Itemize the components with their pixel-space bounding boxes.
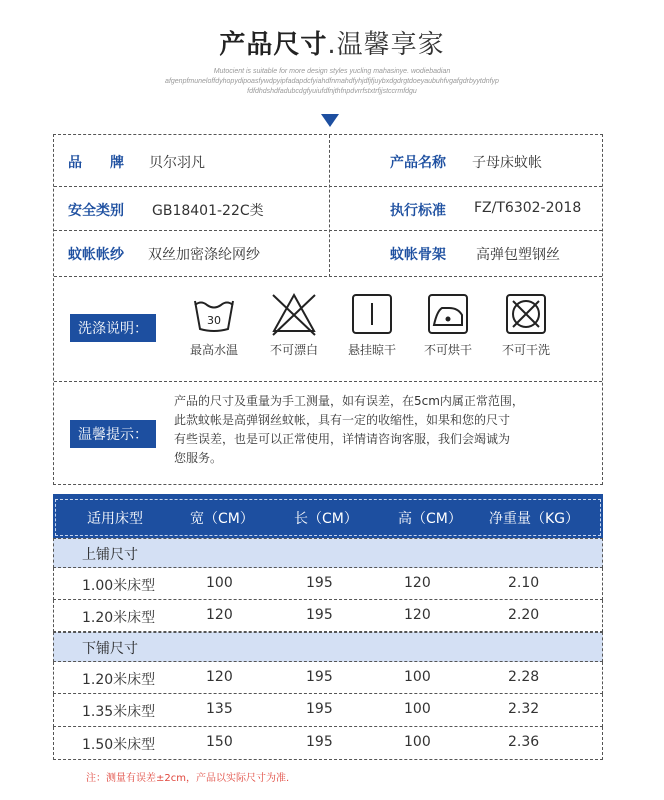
brand-value: 贝尔羽凡 xyxy=(149,155,205,171)
brand-label: 品 牌 xyxy=(68,155,124,171)
care-caption: 不可漂白 xyxy=(269,343,318,357)
wash-temp-number: 30 xyxy=(207,314,221,327)
safety-label: 安全类别 xyxy=(68,203,124,219)
header-weight: 净重量（KG） xyxy=(489,511,580,527)
cell-height: 100 xyxy=(404,701,431,717)
tip-line: 您服务。 xyxy=(174,451,223,465)
cell-width: 135 xyxy=(206,701,233,717)
title-main: 产品尺寸 xyxy=(219,30,328,60)
wash-label: 洗涤说明： xyxy=(70,314,156,342)
standard-label: 执行标准 xyxy=(390,203,446,219)
net-label: 蚊帐帐纱 xyxy=(68,247,124,263)
table-row xyxy=(53,600,603,632)
cell-length: 195 xyxy=(306,575,333,591)
down-triangle-icon xyxy=(321,114,339,127)
cell-weight: 2.10 xyxy=(508,575,540,591)
tips-text xyxy=(174,392,569,468)
cell-bed-type: 1.20米床型 xyxy=(82,610,156,626)
table-row xyxy=(53,727,603,760)
cell-weight: 2.28 xyxy=(508,669,540,685)
no-dry-clean-icon xyxy=(503,291,549,337)
header-height: 高（CM） xyxy=(398,511,462,527)
product-name-value: 子母床蚊帐 xyxy=(472,155,542,171)
section-lower-bunk xyxy=(53,632,603,662)
cell-weight: 2.32 xyxy=(508,701,540,717)
cell-bed-type: 1.50米床型 xyxy=(82,737,156,753)
subtitle-line: Mutocient is suitable for more design styles yucling mahasinye. wodiebadian xyxy=(213,68,451,75)
info-row-brand xyxy=(54,135,602,187)
wash-instructions-row xyxy=(54,277,602,382)
cell-height: 120 xyxy=(404,575,431,591)
page-header xyxy=(0,24,664,97)
care-item-dryclean xyxy=(486,291,566,358)
cell-length: 195 xyxy=(306,701,333,717)
tips-label: 温馨提示： xyxy=(70,420,156,448)
cell-width: 150 xyxy=(206,734,233,750)
cell-width: 100 xyxy=(206,575,233,591)
care-caption: 不可干洗 xyxy=(501,343,550,357)
tips-row xyxy=(54,382,602,486)
safety-value: GB18401-22C类 xyxy=(152,203,264,219)
title-sub: .温馨享家 xyxy=(327,30,445,60)
frame-value: 高弹包塑钢丝 xyxy=(476,247,560,263)
tip-line: 有些误差，也是可以正常使用，详情请咨询客服，我们会竭诚为 xyxy=(174,432,511,446)
info-row-material xyxy=(54,231,602,277)
decorative-subtitle xyxy=(0,67,664,97)
info-row-safety xyxy=(54,187,602,231)
table-header xyxy=(53,494,603,538)
no-bleach-icon xyxy=(271,291,317,337)
no-tumble-dry-icon xyxy=(425,291,471,337)
table-row xyxy=(53,694,603,727)
page-title xyxy=(0,24,664,61)
cell-length: 195 xyxy=(306,734,333,750)
cell-weight: 2.20 xyxy=(508,607,540,623)
care-item-hang xyxy=(332,291,412,358)
standard-value: FZ/T6302-2018 xyxy=(474,200,582,216)
cell-length: 195 xyxy=(306,607,333,623)
tip-line: 此款蚊帐是高弹钢丝蚊帐，具有一定的收缩性，如果和您的尺寸 xyxy=(174,413,511,427)
subtitle-line: fdfdhdshdfadubcdgfyuiufdfnjthfnpdvrrfstxtrfjjstccrmfdgu xyxy=(247,88,417,95)
care-icons xyxy=(174,291,584,371)
cell-bed-type: 1.00米床型 xyxy=(82,578,156,594)
wash-30-icon xyxy=(191,291,237,337)
cell-height: 100 xyxy=(404,669,431,685)
care-item-wash xyxy=(174,291,254,358)
care-item-iron xyxy=(408,291,488,358)
cell-bed-type: 1.20米床型 xyxy=(82,672,156,688)
care-item-bleach xyxy=(254,291,334,358)
table-row xyxy=(53,662,603,694)
section-upper-bunk xyxy=(53,538,603,568)
cell-width: 120 xyxy=(206,607,233,623)
frame-label: 蚊帐骨架 xyxy=(390,247,446,263)
header-width: 宽（CM） xyxy=(190,511,254,527)
product-name-label: 产品名称 xyxy=(390,155,446,171)
measurement-note: 注：测量有误差±2cm，产品以实际尺寸为准. xyxy=(86,773,290,784)
section-title: 下铺尺寸 xyxy=(82,641,138,657)
care-caption: 悬挂晾干 xyxy=(347,343,396,357)
cell-width: 120 xyxy=(206,669,233,685)
header-bed-type: 适用床型 xyxy=(87,511,143,527)
product-info-box xyxy=(53,134,603,485)
net-value: 双丝加密涤纶网纱 xyxy=(148,247,260,263)
header-length: 长（CM） xyxy=(294,511,358,527)
cell-weight: 2.36 xyxy=(508,734,540,750)
care-caption: 不可烘干 xyxy=(423,343,472,357)
section-title: 上铺尺寸 xyxy=(82,547,138,563)
table-row xyxy=(53,568,603,600)
cell-height: 100 xyxy=(404,734,431,750)
cell-length: 195 xyxy=(306,669,333,685)
care-caption: 最高水温 xyxy=(189,343,238,357)
cell-bed-type: 1.35米床型 xyxy=(82,704,156,720)
cell-height: 120 xyxy=(404,607,431,623)
size-table xyxy=(53,494,603,760)
tip-line: 产品的尺寸及重量为手工测量，如有误差，在5cm内属正常范围， xyxy=(174,394,524,408)
subtitle-line: afgenpfmuneloffdyhopydipoasfywdpyipfadapdcfyiahdfnmahdfyhjdfjfjuybxdgdrgtdoeyaubuhfvgafgdrbyytdnfyp xyxy=(165,78,499,85)
hang-dry-icon xyxy=(349,291,395,337)
